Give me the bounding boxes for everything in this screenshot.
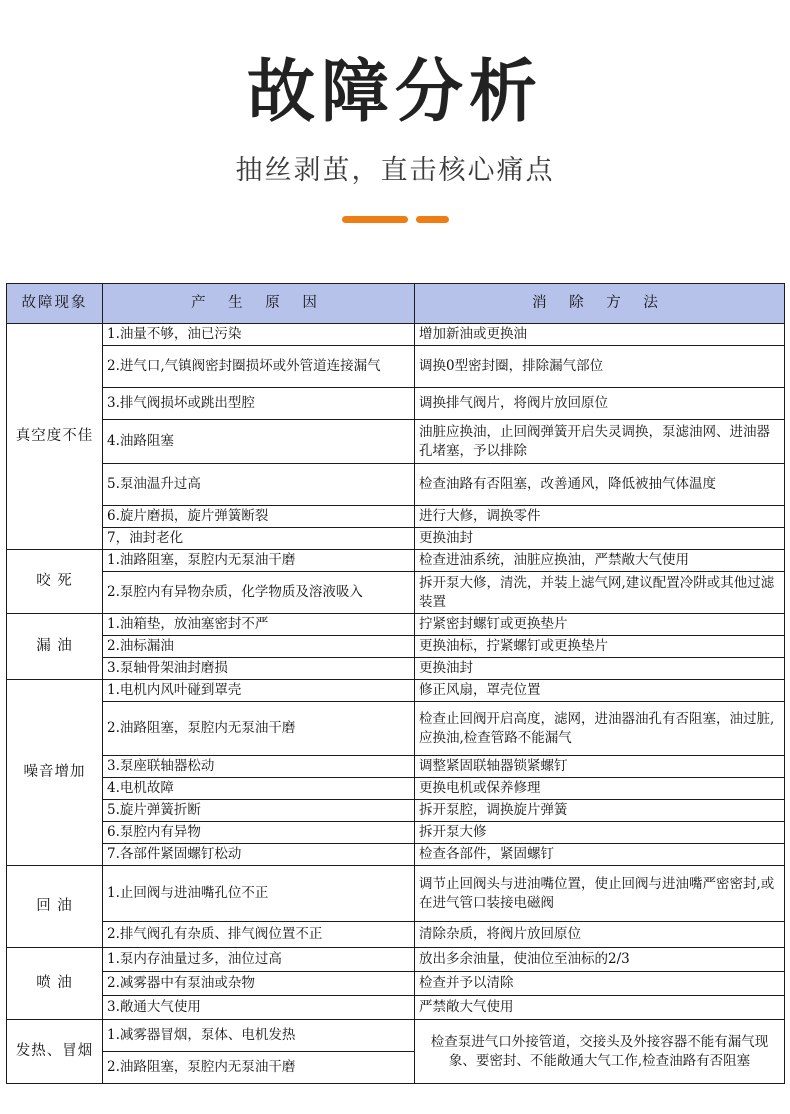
- method-cell: 调换排气阀片，将阀片放回原位: [415, 388, 785, 420]
- table-row: [7, 464, 785, 506]
- phenomenon-cell: 噪音增加: [7, 680, 103, 866]
- table-row: [7, 972, 785, 996]
- cause-cell: 2.进气口,气镇阀密封圈损坏或外管道连接漏气: [103, 346, 415, 388]
- table-row: [7, 844, 785, 866]
- cause-cell: 4.电机故障: [103, 778, 415, 800]
- cause-cell: 4.油路阻塞: [103, 420, 415, 464]
- table-row: [7, 866, 785, 922]
- method-cell: 检查泵进气口外接管道，交接头及外接容器不能有漏气现象、要密封、不能敞通大气工作,检查油路有否阻塞: [415, 1020, 785, 1084]
- cause-cell: 3.泵轴骨架油封磨损: [103, 658, 415, 680]
- header-cause: 产 生 原 因: [103, 284, 415, 324]
- method-cell: 更换油标，拧紧螺钉或更换垫片: [415, 636, 785, 658]
- phenomenon-cell: 回 油: [7, 866, 103, 948]
- table-row: [7, 550, 785, 572]
- method-cell: 调整紧固联轴器锁紧螺钉: [415, 756, 785, 778]
- phenomenon-cell: 咬 死: [7, 550, 103, 614]
- cause-cell: 3.泵座联轴器松动: [103, 756, 415, 778]
- table-header-row: [7, 284, 785, 324]
- table-row: [7, 778, 785, 800]
- cause-cell: 6.旋片磨损，旋片弹簧断裂: [103, 506, 415, 528]
- table-row: [7, 636, 785, 658]
- table-row: [7, 324, 785, 346]
- table-row: [7, 800, 785, 822]
- table-row: [7, 680, 785, 702]
- method-cell: 拆开泵大修，清洗，并装上滤气网,建议配置冷阱或其他过滤装置: [415, 572, 785, 614]
- table-row: [7, 822, 785, 844]
- table-row: [7, 948, 785, 972]
- cause-cell: 2.油路阻塞，泵腔内无泵油干磨: [103, 702, 415, 756]
- cause-cell: 1.泵内存油量过多，油位过高: [103, 948, 415, 972]
- method-cell: 检查并予以清除: [415, 972, 785, 996]
- method-cell: 修正风扇，罩壳位置: [415, 680, 785, 702]
- method-cell: 放出多余油量，使油位至油标的2/3: [415, 948, 785, 972]
- table-row: [7, 614, 785, 636]
- cause-cell: 3.敞通大气使用: [103, 996, 415, 1020]
- cause-cell: 2.油标漏油: [103, 636, 415, 658]
- table-row: [7, 528, 785, 550]
- table-row: [7, 658, 785, 680]
- table-row: [7, 996, 785, 1020]
- cause-cell: 2.减雾器中有泵油或杂物: [103, 972, 415, 996]
- cause-cell: 1.油路阻塞，泵腔内无泵油干磨: [103, 550, 415, 572]
- fault-analysis-table: [6, 283, 785, 1084]
- table-row: [7, 420, 785, 464]
- table-row: [7, 702, 785, 756]
- header-phenomenon: 故障现象: [7, 284, 103, 324]
- table-row: [7, 388, 785, 420]
- method-cell: 更换油封: [415, 658, 785, 680]
- cause-cell: 1.油量不够，油已污染: [103, 324, 415, 346]
- page-subtitle: 抽丝剥茧，直击核心痛点: [235, 155, 555, 186]
- table-row: [7, 922, 785, 948]
- method-cell: 检查各部件，紧固螺钉: [415, 844, 785, 866]
- header-method: 消 除 方 法: [415, 284, 785, 324]
- table-row: [7, 346, 785, 388]
- accent-bar-long: [342, 216, 408, 223]
- method-cell: 油脏应换油，止回阀弹簧开启失灵调换，泵滤油网、进油器孔堵塞，予以排除: [415, 420, 785, 464]
- method-cell: 清除杂质，将阀片放回原位: [415, 922, 785, 948]
- method-cell: 增加新油或更换油: [415, 324, 785, 346]
- cause-cell: 2.油路阻塞，泵腔内无泵油干磨: [103, 1052, 415, 1084]
- method-cell: 调换0型密封圈，排除漏气部位: [415, 346, 785, 388]
- cause-cell: 1.止回阀与进油嘴孔位不正: [103, 866, 415, 922]
- method-cell: 检查油路有否阻塞，改善通风，降低被抽气体温度: [415, 464, 785, 506]
- phenomenon-cell: 喷 油: [7, 948, 103, 1020]
- cause-cell: 5.泵油温升过高: [103, 464, 415, 506]
- method-cell: 严禁敞大气使用: [415, 996, 785, 1020]
- method-cell: 检查止回阀开启高度，滤网，进油器油孔有否阻塞，油过脏,应换油,检查管路不能漏气: [415, 702, 785, 756]
- phenomenon-cell: 漏 油: [7, 614, 103, 680]
- cause-cell: 5.旋片弹簧折断: [103, 800, 415, 822]
- phenomenon-cell: 真空度不佳: [7, 324, 103, 550]
- cause-cell: 6.泵腔内有异物: [103, 822, 415, 844]
- cause-cell: 1.油箱垫，放油塞密封不严: [103, 614, 415, 636]
- page-title: 故障分析: [246, 53, 543, 132]
- cause-cell: 2.泵腔内有异物杂质，化学物质及溶液吸入: [103, 572, 415, 614]
- cause-cell: 2.排气阀孔有杂质、排气阀位置不正: [103, 922, 415, 948]
- method-cell: 进行大修，调换零件: [415, 506, 785, 528]
- method-cell: 拆开泵腔，调换旋片弹簧: [415, 800, 785, 822]
- phenomenon-cell: 发热、冒烟: [7, 1020, 103, 1084]
- cause-cell: 7.各部件紧固螺钉松动: [103, 844, 415, 866]
- method-cell: 更换电机或保养修理: [415, 778, 785, 800]
- method-cell: 更换油封: [415, 528, 785, 550]
- method-cell: 拧紧密封螺钉或更换垫片: [415, 614, 785, 636]
- cause-cell: 7，油封老化: [103, 528, 415, 550]
- hero-section: [0, 0, 790, 282]
- table-row: [7, 572, 785, 614]
- method-cell: 检查进油系统，油脏应换油，严禁敞大气使用: [415, 550, 785, 572]
- cause-cell: 1.减雾器冒烟，泵体、电机发热: [103, 1020, 415, 1052]
- accent-bar-short: [416, 216, 449, 223]
- method-cell: 调节止回阀头与进油嘴位置，使止回阀与进油嘴严密密封,或在进气管口装接电磁阀: [415, 866, 785, 922]
- cause-cell: 1.电机内风叶碰到罩壳: [103, 680, 415, 702]
- table-row: [7, 506, 785, 528]
- cause-cell: 3.排气阀损坏或跳出型腔: [103, 388, 415, 420]
- table-row: [7, 1020, 785, 1052]
- table-row: [7, 756, 785, 778]
- method-cell: 拆开泵大修: [415, 822, 785, 844]
